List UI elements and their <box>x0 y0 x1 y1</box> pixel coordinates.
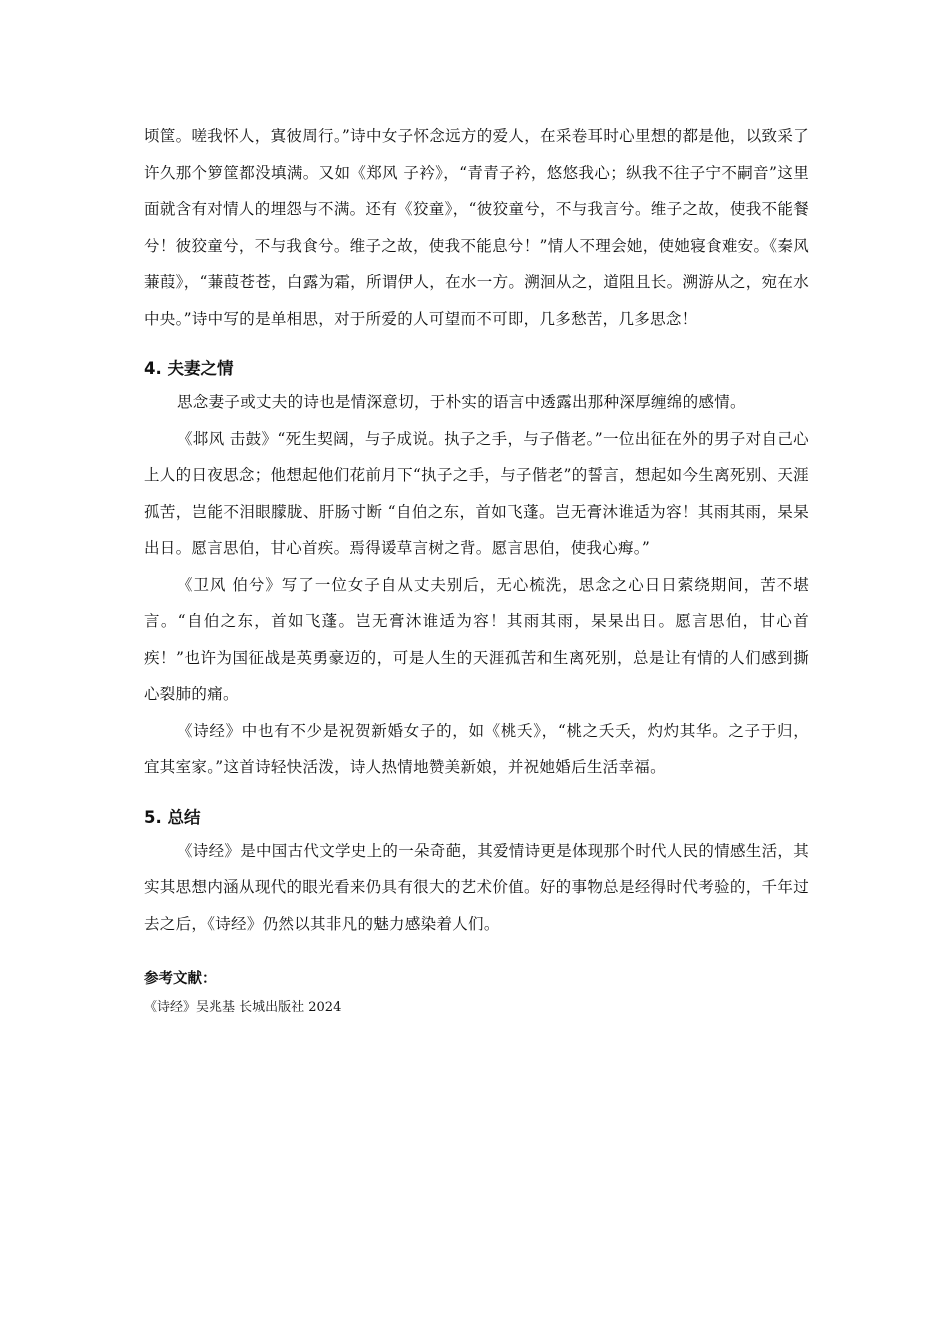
section-5-heading: 5. 总结 <box>144 807 201 827</box>
intro-paragraph-continued: 顷筐。嗟我怀人，寘彼周行。”诗中女子怀念远方的爱人，在采卷耳时心里想的都是他，以致采了许久那个箩筐都没填满。又如《郑风 子衿》，“青青子衿，悠悠我心；纵我不往子宁不嗣音”这里面就含有对情人的埋怨与不满。还有《狡童》，“彼狡童兮，不与我言兮。维子之故，使我不能餐兮！彼狡童兮，不与我食兮。维子之故，使我不能息兮！”情人不理会她，使她寝食难安。《秦风 蒹葭》，“蒹葭苍苍，白露为霜，所谓伊人，在水一方。溯洄从之，道阻且长。溯游从之，宛在水中央。”诗中写的是单相思，对于所爱的人可望而不可即，几多愁苦，几多思念！ <box>144 127 809 328</box>
section-5-paragraph-1: 《诗经》是中国古代文学史上的一朵奇葩，其爱情诗更是体现那个时代人民的情感生活，其实其思想内涵从现代的眼光看来仍具有很大的艺术价值。好的事物总是经得时代考验的，千年过去之后，《诗经》仍然以其非凡的魅力感染着人们。 <box>144 841 810 933</box>
references-heading: 参考文献： <box>144 971 217 987</box>
reference-item: 《诗经》吴兆基 长城出版社 2024 <box>144 1000 342 1015</box>
section-4-paragraph-3: 《卫风 伯兮》写了一位女子自从丈夫别后，无心梳洗，思念之心日日萦绕期间，苦不堪言。“自伯之东，首如飞蓬。岂无膏沐谁适为容！其雨其雨，杲杲出日。愿言思伯，甘心首疾！”也许为国征战是英勇豪迈的，可是人生的天涯孤苦和生离死别，总是让有情的人们感到撕心裂肺的痛。 <box>144 575 809 703</box>
document-page <box>144 118 809 1018</box>
section-4-paragraph-4: 《诗经》中也有不少是祝贺新婚女子的，如《桃夭》，“桃之夭夭，灼灼其华。之子于归，宜其室家。”这首诗轻快活泼，诗人热情地赞美新娘，并祝她婚后生活幸福。 <box>144 721 809 776</box>
section-4-paragraph-1: 思念妻子或丈夫的诗也是情深意切，于朴实的语言中透露出那种深厚缠绵的感情。 <box>177 393 746 411</box>
section-4-paragraph-2: 《邶风 击鼓》“死生契阔，与子成说。执子之手，与子偕老。”一位出征在外的男子对自己心上人的日夜思念；他想起他们花前月下“执子之手，与子偕老”的誓言，想起如今生离死别、天涯孤苦，岂能不泪眼朦胧、肝肠寸断 “自伯之东，首如飞蓬。岂无膏沐谁适为容！其雨其雨，杲杲出日。愿言思伯，甘心首疾。焉得谖草言树之背。愿言思伯，使我心痗。” <box>144 429 809 557</box>
section-4-heading: 4. 夫妻之情 <box>144 359 234 378</box>
